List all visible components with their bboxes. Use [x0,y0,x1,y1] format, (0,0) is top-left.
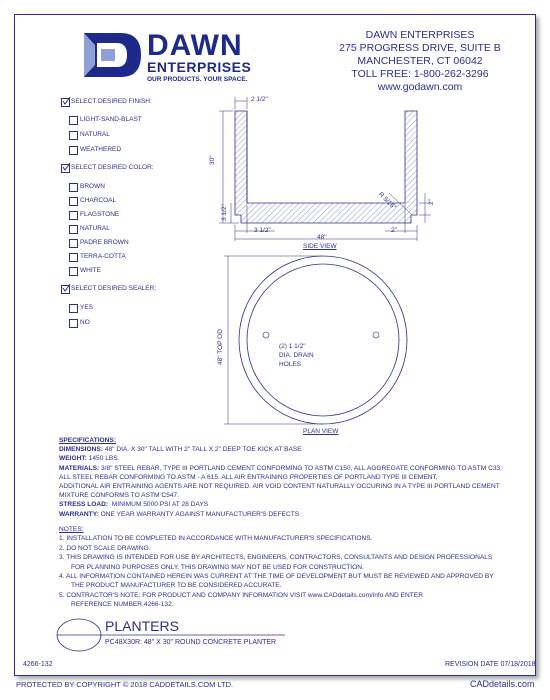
notes-block [59,525,529,610]
note-item: THE PRODUCT MANUFACTURER TO BE CONSIDERED ACCURATE. [71,582,282,590]
title-block-title: PLANTERS [105,618,179,634]
drawing-sheet [14,14,536,676]
check-mark-icon [62,97,71,106]
company-address-2: MANCHESTER, CT 06042 [357,55,483,67]
side-dim-base-height: 3 1/2" [221,204,228,221]
finish-option-label: NATURAL [80,131,110,138]
side-dim-width: 48" [317,234,327,241]
finish-option-label: LIGHT-SAND-BLAST [80,116,142,123]
color-title-checkbox[interactable] [61,164,70,173]
color-option-checkbox[interactable] [69,211,78,220]
spec-warranty: WARRANTY: ONE YEAR WARRANTY AGAINST MANUFACTURER'S DEFECTS [59,510,300,518]
finish-option-checkbox[interactable] [69,146,78,155]
color-title: SELECT DESIRED COLOR: [71,164,154,171]
logo-word-dawn: DAWN [147,29,243,62]
plan-view-drawing [210,252,430,432]
side-dim-radius: R 5/16" [377,191,398,212]
spec-stress: STRESS LOAD: MINIMUM 5000 PSI AT 28 DAYS [59,501,209,509]
sealer-title: SELECT DESIRED SEALER: [71,285,157,292]
note-item: REFERENCE NUMBER 4266-132. [71,601,174,609]
color-option-checkbox[interactable] [69,239,78,248]
color-option-checkbox[interactable] [69,197,78,206]
finish-title-checkbox[interactable] [61,98,70,107]
sealer-title-checkbox[interactable] [61,285,70,294]
copyright-text: PROTECTED BY COPYRIGHT © 2018 CADDETAILS.COM LTD. [16,680,234,689]
color-option-label: WHITE [80,267,101,274]
company-address-1: 275 PROGRESS DRIVE, SUITE B [339,42,501,54]
side-dim-top: 2 1/2" [251,96,268,103]
specifications-block [59,436,529,519]
drain-hole [263,332,269,338]
plan-drain-note-1: (2) 1 1/2" [279,343,306,350]
sealer-option-checkbox[interactable] [69,319,78,328]
plan-drain-note-2: DIA. DRAIN [279,352,314,359]
color-option-label: BROWN [80,183,105,190]
color-option-checkbox[interactable] [69,253,78,262]
spec-dimensions: DIMENSIONS: 48" DIA. X 30" TALL WITH 2" TALL X 2" DEEP TOE KICK AT BASE [59,446,302,454]
company-name: DAWN ENTERPRISES [365,29,475,41]
color-option-checkbox[interactable] [69,225,78,234]
spec-materials-line: MIXTURE CONFORMS TO ASTM C547. [59,492,179,500]
sealer-option-label: YES [80,304,94,311]
company-phone: TOLL FREE: 1-800-262-3296 [351,68,489,80]
company-logo [81,29,281,89]
side-dim-height: 30" [209,155,216,165]
color-option-label: FLAGSTONE [80,211,120,218]
side-view-drawing [205,93,435,253]
finish-option-checkbox[interactable] [69,116,78,125]
spec-materials: MATERIALS: 3/8" STEEL REBAR, TYPE III PORTLAND CEMENT CONFORMING TO ASTM C150, ALL AGGREGATE CONFORMING TO ASTM C33, [59,464,503,472]
side-dim-right-bottom: 2" [391,227,397,234]
sealer-option-label: NO [80,319,90,326]
color-option-label: CHARCOAL [80,197,117,204]
logo-tagline: OUR PRODUCTS. YOUR SPACE. [147,76,248,83]
note-item: 2. DO NOT SCALE DRAWING. [59,544,151,552]
finish-title: SELECT DESIRED FINISH: [71,98,152,105]
side-dim-right-base: 2" [428,199,435,205]
color-option-checkbox[interactable] [69,183,78,192]
side-view-label: SIDE VIEW [303,243,337,250]
plan-dim-od: 48" TOP OD [217,329,224,365]
sealer-option-checkbox[interactable] [69,304,78,313]
finish-option-checkbox[interactable] [69,131,78,140]
caddetails-brand[interactable]: CADdetails.com [470,679,535,689]
note-item: 5. CONTRACTOR'S NOTE: FOR PRODUCT AND COMPANY INFORMATION VISIT www.CADdetails.com/info AND ENTER [59,591,423,599]
title-block-subtitle: PC48X30R: 48" X 30" ROUND CONCRETE PLANTER [105,639,277,646]
note-item: 4. ALL INFORMATION CONTAINED HEREIN WAS CURRENT AT THE TIME OF DEVELOPMENT BUT MUST BE REVIEWED AND APPROVED BY [59,573,494,581]
drain-hole [373,332,379,338]
note-item: 1. INSTALLATION TO BE COMPLETED IN ACCORDANCE WITH MANUFACTURER'S SPECIFICATIONS. [59,535,373,543]
spec-materials-line: ALL STEEL REBAR CONFORMING TO ASTM - A 615. ALL AIR ENTRAINING PROPERTIES OF PORTLAND TYPE III CEMENT, [59,473,438,481]
side-dim-base-left: 3 1/2" [254,227,271,234]
notes-heading: NOTES: [59,526,84,533]
revision-date: REVISION DATE 07/18/2018 [445,661,536,668]
finish-option-label: WEATHERED [80,146,122,153]
color-option-label: PADRE BROWN [80,239,129,246]
check-mark-icon [62,163,71,172]
note-item: FOR PLANNING PURPOSES ONLY. THIS DRAWING MAY NOT BE USED FOR CONSTRUCTION. [71,563,364,571]
color-option-label: TERRA-COTTA [80,253,126,260]
company-website[interactable]: www.godawn.com [377,81,463,93]
reference-number: 4266-132 [23,661,53,668]
logo-word-enterprises: ENTERPRISES [147,59,252,75]
color-option-label: NATURAL [80,225,110,232]
spec-weight: WEIGHT: 1450 LBS. [59,455,120,463]
plan-drain-note-3: HOLES [279,361,302,368]
specifications-heading: SPECIFICATIONS: [59,437,117,444]
plan-view-label: PLAN VIEW [303,428,339,435]
check-mark-icon [62,284,71,293]
color-option-checkbox[interactable] [69,267,78,276]
note-item: 3. THIS DRAWING IS INTENDED FOR USE BY ARCHITECTS, ENGINEERS, CONTRACTORS, CONSULTANTS AND DESIGN PROFESSIONALS [59,554,493,562]
spec-materials-line: ADDITIONAL AIR ENTRAINING AGENTS ARE NOT REQUIRED. AIR VOID CONTENT NATURALLY OCCURING IN A TYPE III PORTLAND CEMENT [59,483,500,491]
